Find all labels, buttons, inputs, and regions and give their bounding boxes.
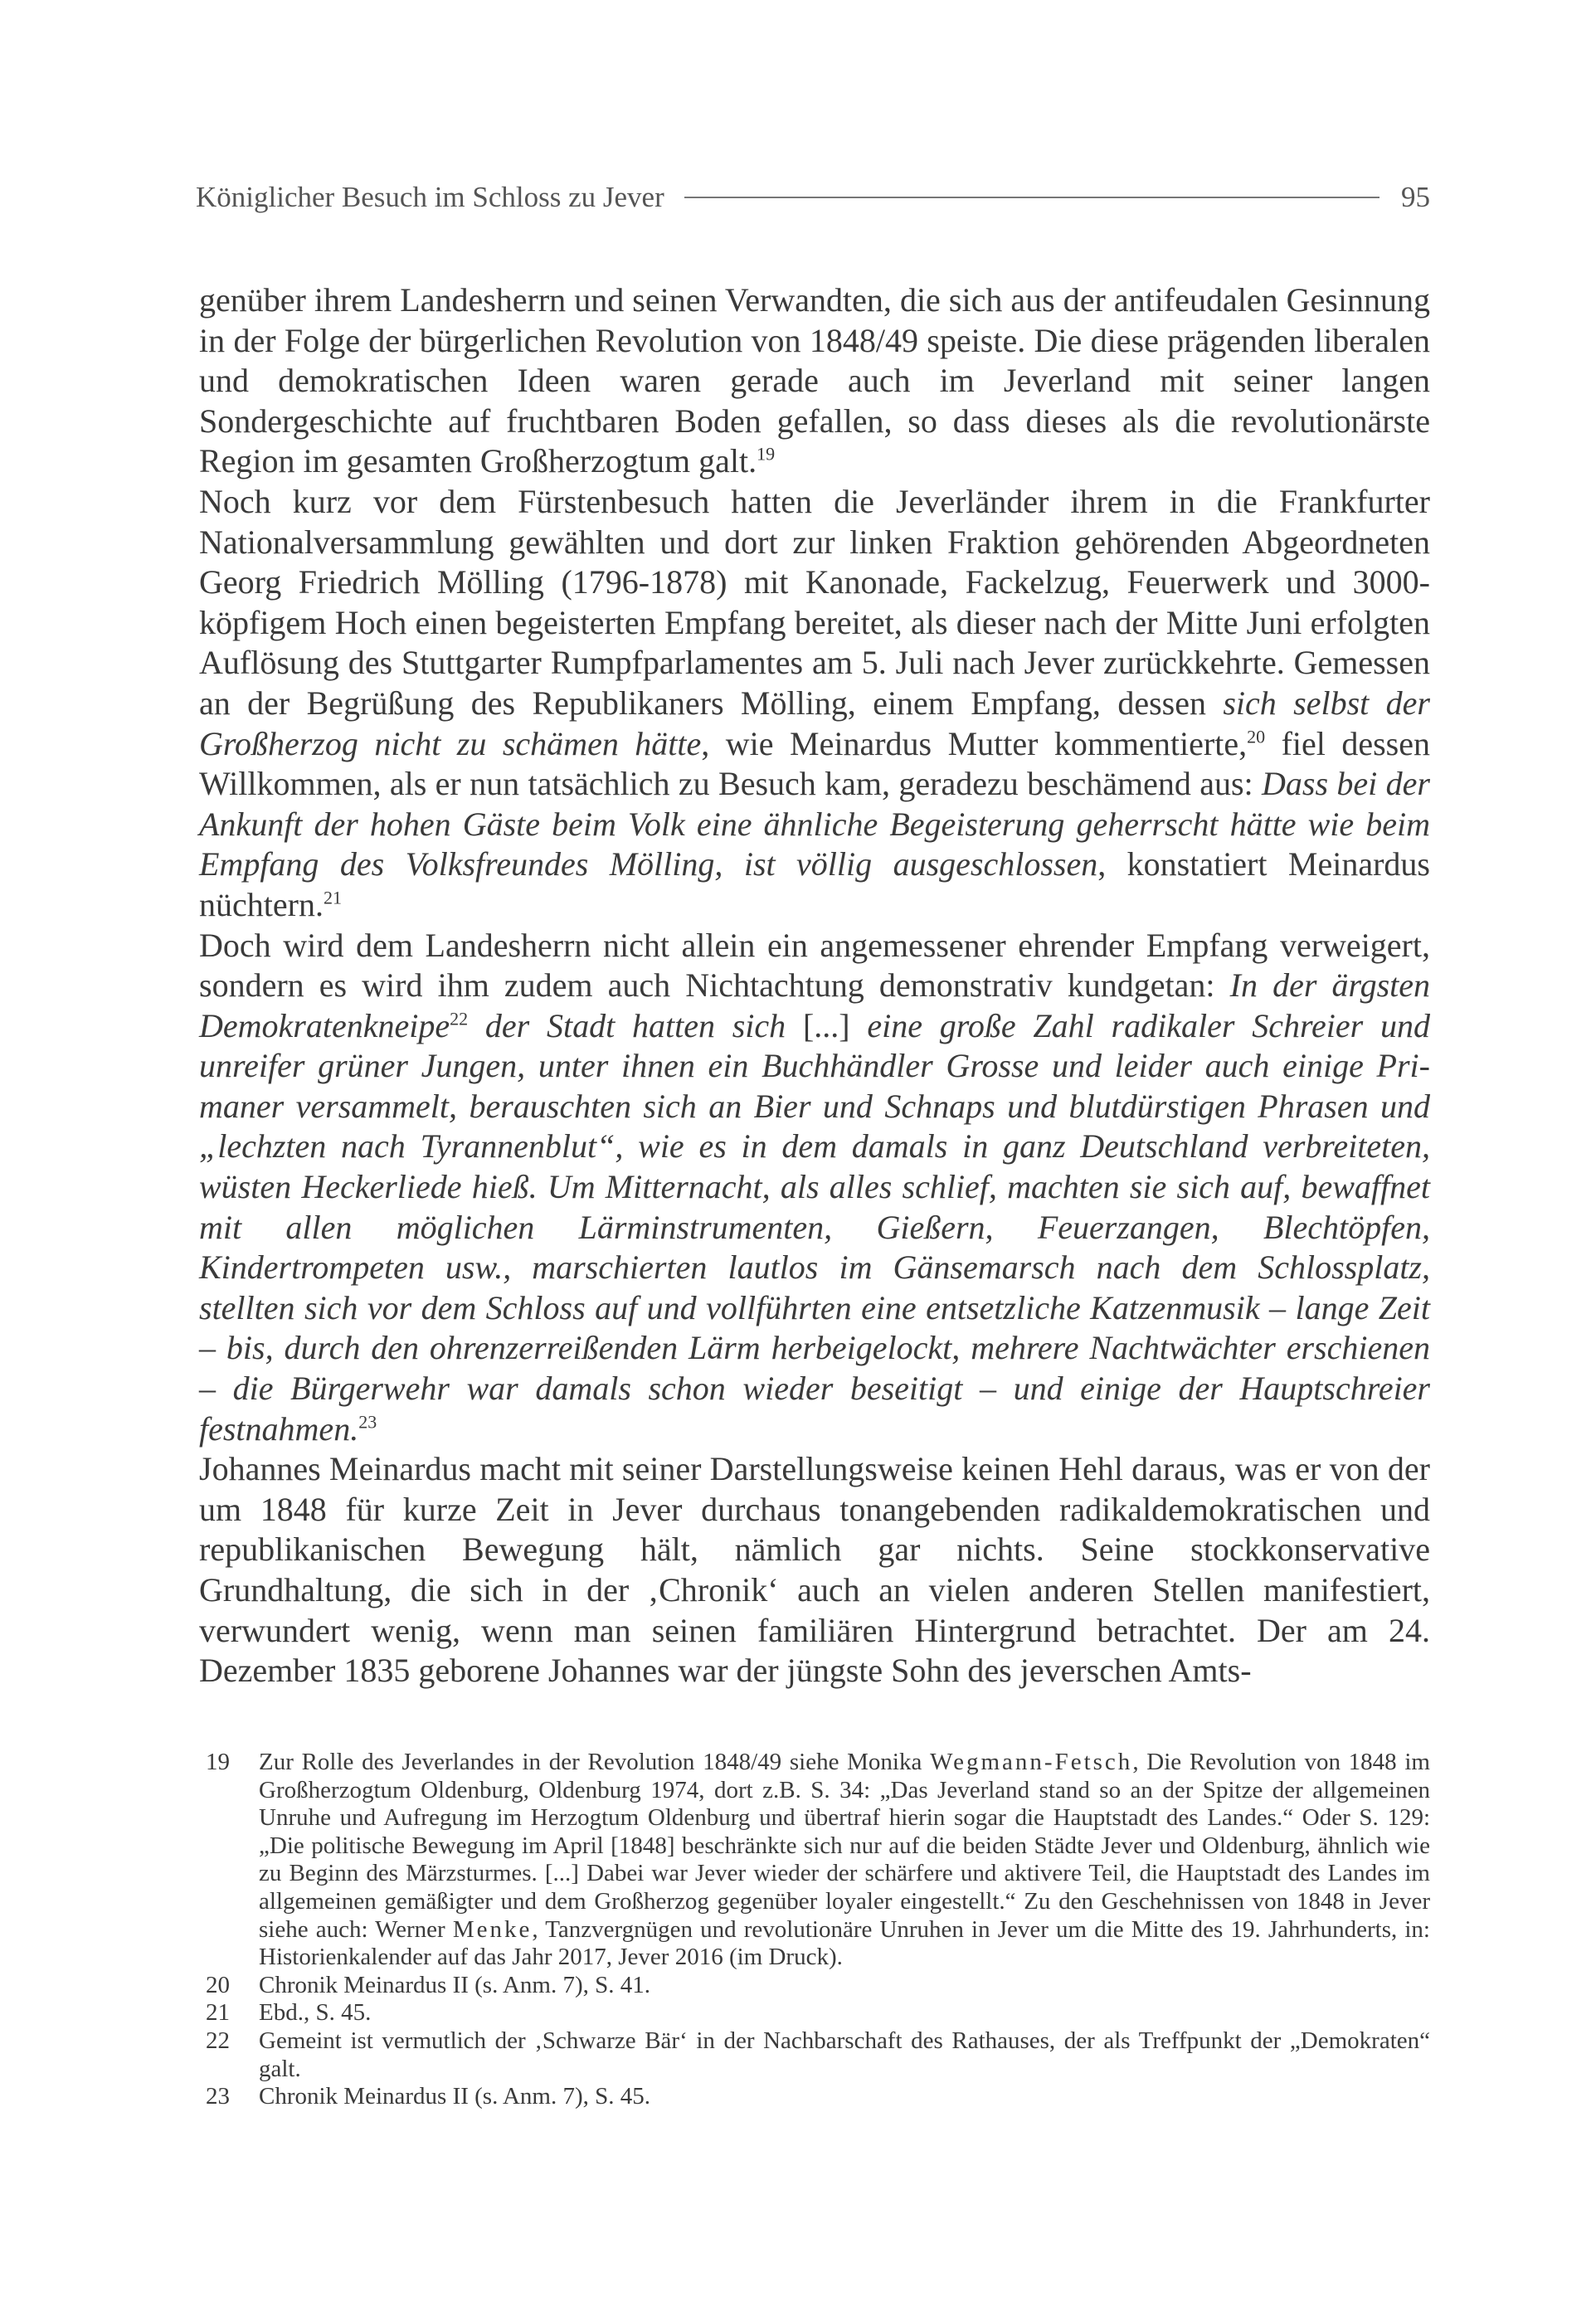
text-run: fiel dessen Willkommen, als er nun tatsächlich zu Besuch kam, geradezu beschämend aus:	[199, 724, 1431, 803]
footnote	[206, 2027, 1430, 2083]
footnote-ref: 23	[358, 1411, 377, 1433]
text-run: genüber ihrem Landesherrn und seinen Verwandten, die sich aus der antifeudalen Gesinnung in der Folge der bürgerlichen Revolution von 1848/49 speiste. Die diese prägenden liberalen und demokratischen Ideen waren gerade auch im Jeverland mit seiner langen Sondergeschichte auf fruchtbaren Boden gefallen, so dass dieses als die revolutionärste Region im gesamten Großherzogtum galt.	[199, 281, 1430, 480]
footnote-ref: 22	[450, 1008, 469, 1029]
footnotes	[206, 1749, 1430, 2111]
text-run: Gemeint ist vermutlich der ‚Schwarze Bär‘ in der Nachbarschaft des Rathauses, der als Treffpunkt der „Demokraten“ galt.	[259, 2027, 1430, 2082]
page-number: 95	[1401, 181, 1430, 213]
text-run: Chronik Meinardus II (s. Anm. 7), S. 41.	[259, 1971, 651, 1998]
text-run: , Tanzvergnügen und revolutionäre Unruhen in Jever um die Mitte des 19. Jahrhunderts, in: Historienkalender auf das Jahr 2017, Jever 2016 (im Druck).	[259, 1915, 1430, 1971]
footnote-number: 19	[206, 1749, 230, 1775]
footnote-ref: 19	[757, 444, 776, 465]
footnote	[206, 1749, 1430, 1972]
paragraph	[199, 1449, 1430, 1691]
text-run: Doch wird dem Landesherrn nicht allein ein angemessener ehrender Empfang verweigert, sondern es wird ihm zudem auch Nichtachtung demonstrativ kundgetan:	[199, 926, 1430, 1005]
quoted-text: der Stadt hatten sich	[468, 1006, 803, 1044]
main-text	[199, 280, 1430, 1691]
footnote-text	[259, 1999, 1430, 2027]
quoted-text: sich selbst der Großherzog nicht zu schämen hätte	[199, 684, 1431, 762]
footnote-text	[259, 1749, 1430, 1972]
footnote	[206, 1999, 1430, 2027]
text-run: [...]	[802, 1006, 850, 1044]
quoted-text: Dass bei der Ankunft der hohen Gäste beim Volk eine ähnliche Begeisterung geherrscht hätte wie beim Empfang des Volksfreundes Mölling, ist völlig ausgeschlossen	[199, 765, 1430, 883]
author-name: Menke	[452, 1915, 533, 1943]
footnote-text	[259, 1972, 1430, 2000]
footnote-number: 22	[206, 2027, 230, 2054]
footnote-number: 21	[206, 1999, 230, 2027]
running-head-title: Königlicher Besuch im Schloss zu Jever	[196, 181, 664, 213]
text-run: , Die Revolution von 1848 im Großherzogtum Oldenburg, Oldenburg 1974, dort z.B. S. 34: „Das Jeverland stand so an der Spitze der allgemeinen Unruhe und Aufregung im Herzogtum Oldenburg und übertraf hierin sogar die Hauptstadt des Landes.“ Oder S. 129: „Die politische Bewegung im April [1848] beschränkte sich nur auf die beiden Städte Jever und Oldenburg, ähnlich wie zu Beginn des Märzsturmes. [...] Dabei war Jever wieder der schärfere und aktivere Teil, die Hauptstadt des Landes im allgemeinen gemäßigter und dem Großherzog gegenüber loyaler eingestellt.“ Zu den Geschehnissen von 1848 in Jever siehe auch: Werner	[259, 1749, 1430, 1943]
running-head	[196, 179, 1430, 216]
paragraph	[199, 482, 1430, 926]
text-run: , konstatiert Meinardus nüchtern.	[199, 845, 1430, 923]
footnote	[206, 2083, 1430, 2111]
footnote-text	[259, 2027, 1430, 2083]
text-run: Zur Rolle des Jeverlandes in der Revolution 1848/49 siehe Monika	[259, 1749, 931, 1775]
author-name: Wegmann-Fetsch	[930, 1749, 1133, 1775]
footnote-number: 20	[206, 1971, 230, 1998]
footnote-text	[259, 2083, 1430, 2111]
text-run: Chronik Meinardus II (s. Anm. 7), S. 45.	[259, 2083, 651, 2110]
footnote-ref: 20	[1247, 726, 1266, 747]
footnote-ref: 21	[323, 887, 342, 908]
running-head-rule	[684, 197, 1379, 198]
text-run: , wie Meinardus Mutter kommentierte,	[701, 724, 1248, 762]
text-run: Ebd., S. 45.	[259, 1999, 372, 2027]
quoted-text: eine große Zahl radikaler Schreier und unreifer grüner Jungen, unter ihnen ein Buchhändler Grosse und leider auch einige Primaner versammelt, berauschten sich an Bier und Schnaps und blutdürstigen Phrasen und „lechzten nach Tyrannenblut“, wie es in dem damals in ganz Deutschland verbreiteten, wüsten Heckerliede hieß. Um Mitternacht, als alles schlief, machten sie sich auf, bewaffnet mit allen möglichen Lärminstrumenten, Gießern, Feuerzangen, Blechtöpfen, Kindertrompeten usw., marschierten lautlos im Gänsemarsch nach dem Schlossplatz, stellten sich vor dem Schloss auf und vollführten eine entsetzliche Katzenmusik – lange Zeit – bis, durch den ohrenzerreißenden Lärm herbeigelockt, mehrere Nachtwächter erschienen – die Bürgerwehr war damals schon wieder beseitigt – und einige der Hauptschreier festnahmen.	[199, 1006, 1430, 1448]
paragraph	[199, 926, 1430, 1450]
text-run: Johannes Meinardus macht mit seiner Darstellungsweise keinen Hehl daraus, was er von der um 1848 für kurze Zeit in Jever durchaus tonangebenden radikaldemokratischen und republikanischen Bewegung hält, nämlich gar nichts. Seine stockkonservative Grundhaltung, die sich in der ‚Chronik‘ auch an vielen anderen Stellen manifestiert, verwundert wenig, wenn man seinen familiären Hintergrund betrachtet. Der am 24. Dezember 1835 geborene Johannes war der jüngste Sohn des jeverschen Amts-	[199, 1450, 1430, 1690]
footnote-number: 23	[206, 2083, 230, 2110]
footnote	[206, 1972, 1430, 2000]
quoted-text: In der ärgsten Demokratenkneipe	[199, 966, 1431, 1044]
text-run: Noch kurz vor dem Fürstenbesuch hatten die Jeverländer ihrem in die Frankfurter Nationalversammlung gewählten und dort zur linken Fraktion gehörenden Abgeordneten Georg Friedrich Mölling (1796-1878) mit Kanonade, Fackelzug, Feuerwerk und 3000-köpfigem Hoch einen begeisterten Empfang bereitet, als dieser nach der Mitte Juni erfolgten Auflösung des Stuttgarter Rumpfparlamentes am 5. Juli nach Jever zurückkehrte. Gemessen an der Begrüßung des Republikaners Mölling, einem Empfang, dessen	[199, 482, 1430, 722]
paragraph	[199, 280, 1430, 482]
